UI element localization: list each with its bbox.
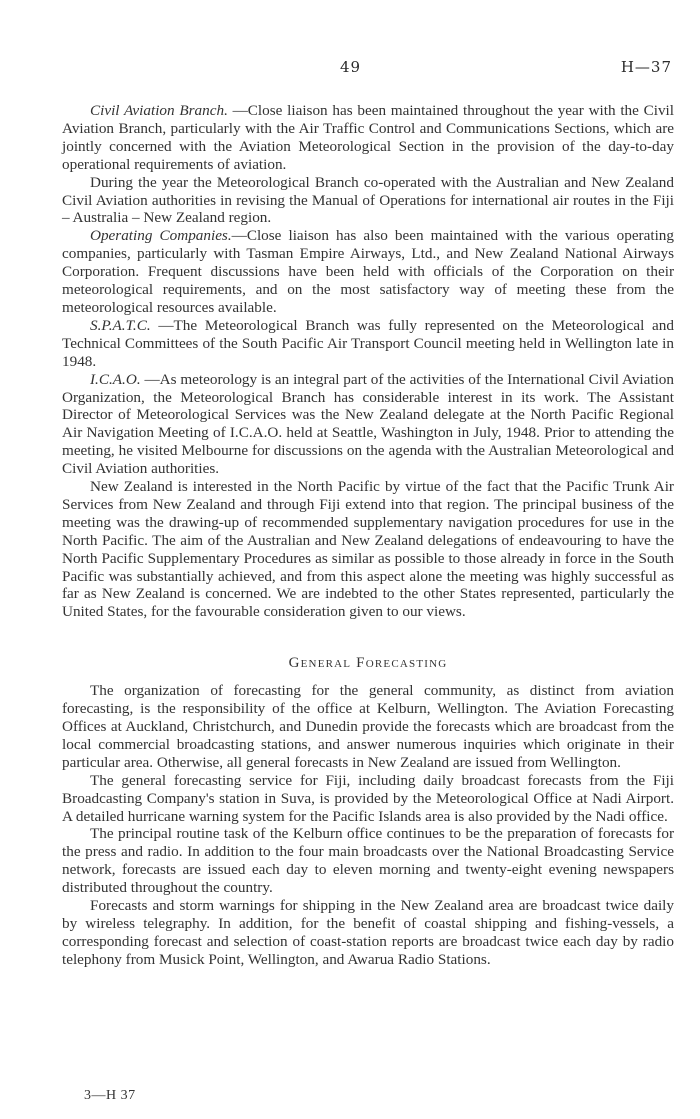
document-body — [62, 102, 674, 969]
paragraph-text: —As meteorology is an integral part of the activities of the International Civil Aviation Organization, the Meteorological Branch has considerable interest in its work. The Assistant Director of Meteorological Services was the New Zealand delegate at the North Pacific Regional Air Navigation Meeting of I.C.A.O. held at Seattle, Washington in July, 1948. Prior to attending the meeting, he visited Melbourne for discussions on the agenda with the Australian Meteorological and Civil Aviation authorities. — [62, 370, 674, 478]
paragraph-text: —Close liaison has also been maintained with the various operating companies, particularly with Tasman Empire Airways, Ltd., and New Zealand National Airways Corporation. Frequent discussions have been held with officials of the Corporation on their meteorological requirements, and on the most satisfactory way of meeting these from the meteorological resources available. — [62, 227, 674, 316]
paragraph-fiji: The general forecasting service for Fiji, including daily broadcast forecasts from the Fiji Broadcasting Company's station in Suva, is provided by the Meteorological Office at Nadi Airport. A detailed hurricane warning system for the Pacific Islands area is also provided by the Nadi office. — [62, 771, 674, 825]
paragraph-organization: The organization of forecasting for the general community, as distinct from aviation forecasting, is the responsibility of the office at Kelburn, Wellington. The Aviation Forecasting Offices at Auckland, Christchurch, and Dunedin provide the forecasts which are broadcast from the local commercial broadcasting stations, and answer numerous inquiries which originate in their particular area. Otherwise, all general forecasts in New Zealand are issued from Wellington. — [62, 682, 674, 771]
paragraph-text: —The Meteorological Branch was fully represented on the Meteorological and Technical Committees of the South Pacific Air Transport Council meeting held in Wellington late in 1948. — [62, 316, 674, 370]
paragraph-civil-aviation — [62, 102, 674, 174]
page-number: 49 — [340, 58, 362, 76]
run-in-heading: Civil Aviation Branch. — [90, 102, 228, 119]
paragraph-icao — [62, 371, 674, 478]
paragraph-operating-companies — [62, 227, 674, 317]
run-in-heading: I.C.A.O. — [90, 370, 141, 388]
paragraph-spatc — [62, 317, 674, 371]
section-heading-general-forecasting: General Forecasting — [288, 655, 448, 672]
footer-signature: 3—H 37 — [84, 1088, 136, 1103]
document-reference: H—37 — [620, 58, 672, 76]
run-in-heading: Operating Companies. — [90, 227, 232, 245]
paragraph-shipping: Forecasts and storm warnings for shipping in the New Zealand area are broadcast twice daily by wireless telegraphy. In addition, for the benefit of coastal shipping and fishing-vessels, a corresponding forecast and selection of coast-station reports are broadcast twice each day by radio telephony from Musick Point, Wellington, and Awarua Radio Stations. — [62, 897, 674, 968]
paragraph-manual-of-operations: During the year the Meteorological Branch co-operated with the Australian and New Zealand Civil Aviation authorities in revising the Manual of Operations for international air routes in the Fiji – Australia – New Zealand region. — [62, 173, 674, 227]
paragraph-text: —Close liaison has been maintained throughout the year with the Civil Aviation Branch, particularly with the Air Traffic Control and Communications Sections, which are jointly concerned with the Aviation Meteorological Section in the provision of the day-to-day operational requirements of aviation. — [62, 102, 674, 173]
run-in-heading: S.P.A.T.C. — [90, 316, 151, 334]
paragraph-kelburn: The principal routine task of the Kelburn office continues to be the preparation of forecasts for the press and radio. In addition to the four main broadcasts over the National Broadcasting Service network, forecasts are issued each day to eleven morning and twenty-eight evening newspapers distributed throughout the country. — [62, 825, 674, 897]
paragraph-north-pacific: New Zealand is interested in the North Pacific by virtue of the fact that the Pacific Trunk Air Services from New Zealand and through Fiji extend into that region. The principal business of the meeting was the drawing-up of recommended supplementary navigation procedures for use in the North Pacific. The aim of the Australian and New Zealand delegations of endeavouring to have the North Pacific Supplementary Procedures as similar as possible to those already in force in the South Pacific was substantially achieved, and from this aspect alone the meeting was highly successful as far as New Zealand is concerned. We are indebted to the other States represented, particularly the United States, for the favourable consideration given to our views. — [62, 478, 674, 621]
